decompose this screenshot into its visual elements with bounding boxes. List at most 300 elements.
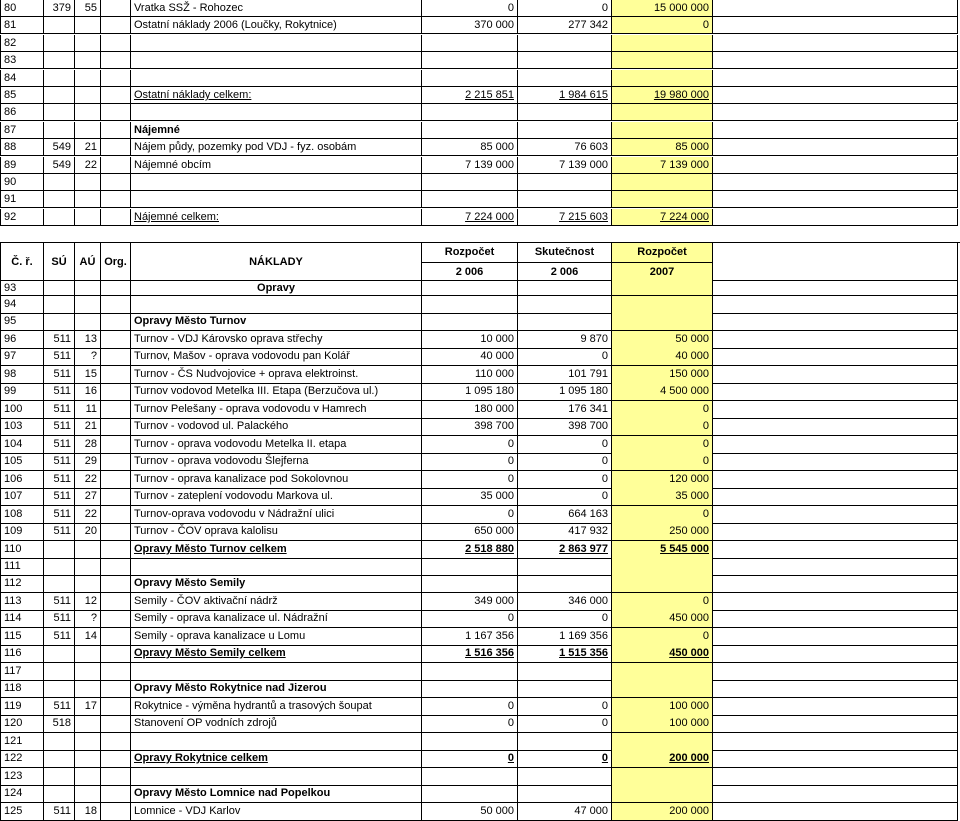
org-cell[interactable]: [101, 104, 131, 121]
au-cell[interactable]: 27: [75, 488, 101, 506]
row-number-cell[interactable]: 122: [0, 750, 44, 768]
actual-2006-cell[interactable]: [518, 575, 612, 593]
item-name-cell[interactable]: Turnov - ČOV oprava kalolisu: [131, 523, 422, 541]
org-cell[interactable]: [101, 87, 131, 104]
budget-2006-cell[interactable]: 85 000: [422, 139, 518, 156]
item-name-cell[interactable]: Turnov-oprava vodovodu v Nádražní ulici: [131, 506, 422, 524]
budget-2007-cell[interactable]: 7 139 000: [612, 157, 713, 174]
item-name-cell[interactable]: Lomnice - VDJ Karlov: [131, 803, 422, 821]
budget-2007-cell[interactable]: 100 000: [612, 698, 713, 716]
au-cell[interactable]: 15: [75, 366, 101, 384]
au-cell[interactable]: [75, 174, 101, 191]
au-cell[interactable]: 14: [75, 628, 101, 646]
actual-2006-cell[interactable]: [518, 70, 612, 87]
item-name-cell[interactable]: Stanovení OP vodních zdrojů: [131, 715, 422, 733]
empty-cell[interactable]: [713, 157, 958, 174]
empty-cell[interactable]: [713, 70, 958, 87]
org-cell[interactable]: [101, 122, 131, 139]
row-number-cell[interactable]: 104: [0, 436, 44, 454]
budget-2007-cell[interactable]: [612, 680, 713, 698]
budget-2006-cell[interactable]: 1 167 356: [422, 628, 518, 646]
item-name-cell[interactable]: Turnov, Mašov - oprava vodovodu pan Kolář: [131, 348, 422, 366]
row-number-cell[interactable]: 98: [0, 366, 44, 384]
budget-2007-cell[interactable]: 40 000: [612, 348, 713, 366]
actual-2006-cell[interactable]: [518, 733, 612, 751]
budget-2007-cell[interactable]: [612, 52, 713, 69]
au-cell[interactable]: 55: [75, 0, 101, 17]
row-number-cell[interactable]: 106: [0, 471, 44, 489]
budget-2006-cell[interactable]: 398 700: [422, 418, 518, 436]
budget-2007-cell[interactable]: 7 224 000: [612, 209, 713, 226]
budget-2006-cell[interactable]: [422, 558, 518, 576]
item-name-cell[interactable]: Semily - oprava kanalizace u Lomu: [131, 628, 422, 646]
row-number-cell[interactable]: 95: [0, 313, 44, 331]
budget-2007-cell[interactable]: 0: [612, 628, 713, 646]
budget-2007-cell[interactable]: [612, 70, 713, 87]
actual-2006-cell[interactable]: [518, 785, 612, 803]
item-name-cell[interactable]: Opravy Město Turnov celkem: [131, 541, 422, 559]
budget-2007-cell[interactable]: 0: [612, 436, 713, 454]
actual-2006-cell[interactable]: [518, 52, 612, 69]
au-cell[interactable]: 29: [75, 453, 101, 471]
empty-cell[interactable]: [713, 401, 958, 419]
item-name-cell[interactable]: [131, 191, 422, 208]
su-cell[interactable]: 511: [44, 418, 75, 436]
empty-cell[interactable]: [713, 715, 958, 733]
actual-2006-cell[interactable]: 417 932: [518, 523, 612, 541]
su-cell[interactable]: 511: [44, 471, 75, 489]
item-name-cell[interactable]: Turnov - oprava kanalizace pod Sokolovnou: [131, 471, 422, 489]
actual-2006-cell[interactable]: [518, 280, 612, 296]
item-name-cell[interactable]: Turnov - VDJ Károvsko oprava střechy: [131, 331, 422, 349]
org-cell[interactable]: [101, 280, 131, 296]
item-name-cell[interactable]: Turnov vodovod Metelka III. Etapa (Berzučova ul.): [131, 383, 422, 401]
row-number-cell[interactable]: 105: [0, 453, 44, 471]
item-name-cell[interactable]: [131, 768, 422, 786]
empty-cell[interactable]: [713, 174, 958, 191]
row-number-cell[interactable]: 115: [0, 628, 44, 646]
budget-2006-cell[interactable]: 0: [422, 698, 518, 716]
au-cell[interactable]: 12: [75, 593, 101, 611]
empty-cell[interactable]: [713, 104, 958, 121]
actual-2006-cell[interactable]: 0: [518, 0, 612, 17]
budget-2006-cell[interactable]: [422, 680, 518, 698]
su-cell[interactable]: 511: [44, 436, 75, 454]
su-cell[interactable]: 511: [44, 628, 75, 646]
actual-2006-cell[interactable]: 664 163: [518, 506, 612, 524]
item-name-cell[interactable]: Opravy Město Turnov: [131, 313, 422, 331]
org-cell[interactable]: [101, 768, 131, 786]
empty-cell[interactable]: [713, 191, 958, 208]
su-cell[interactable]: [44, 17, 75, 34]
org-cell[interactable]: [101, 191, 131, 208]
org-cell[interactable]: [101, 0, 131, 17]
actual-2006-cell[interactable]: 101 791: [518, 366, 612, 384]
budget-2006-cell[interactable]: 10 000: [422, 331, 518, 349]
row-number-cell[interactable]: 84: [0, 70, 44, 87]
au-cell[interactable]: [75, 558, 101, 576]
budget-2006-cell[interactable]: 110 000: [422, 366, 518, 384]
au-cell[interactable]: ?: [75, 610, 101, 628]
au-cell[interactable]: ?: [75, 348, 101, 366]
org-cell[interactable]: [101, 680, 131, 698]
au-cell[interactable]: [75, 541, 101, 559]
budget-2006-cell[interactable]: 7 139 000: [422, 157, 518, 174]
org-cell[interactable]: [101, 52, 131, 69]
su-cell[interactable]: [44, 733, 75, 751]
row-number-cell[interactable]: 112: [0, 575, 44, 593]
row-number-cell[interactable]: 124: [0, 785, 44, 803]
budget-2006-cell[interactable]: [422, 313, 518, 331]
su-cell[interactable]: 511: [44, 453, 75, 471]
su-cell[interactable]: [44, 70, 75, 87]
budget-2006-cell[interactable]: [422, 733, 518, 751]
budget-2007-cell[interactable]: [612, 785, 713, 803]
org-cell[interactable]: [101, 296, 131, 314]
su-cell[interactable]: [44, 122, 75, 139]
budget-2006-cell[interactable]: 7 224 000: [422, 209, 518, 226]
budget-2007-cell[interactable]: 200 000: [612, 803, 713, 821]
org-cell[interactable]: [101, 733, 131, 751]
au-cell[interactable]: [75, 70, 101, 87]
row-number-cell[interactable]: 94: [0, 296, 44, 314]
empty-cell[interactable]: [713, 17, 958, 34]
item-name-cell[interactable]: Vratka SSŽ - Rohozec: [131, 0, 422, 17]
budget-2006-cell[interactable]: [422, 296, 518, 314]
row-number-cell[interactable]: 82: [0, 35, 44, 52]
budget-2007-cell[interactable]: 50 000: [612, 331, 713, 349]
actual-2006-cell[interactable]: 7 215 603: [518, 209, 612, 226]
org-cell[interactable]: [101, 558, 131, 576]
actual-2006-cell[interactable]: 398 700: [518, 418, 612, 436]
su-cell[interactable]: [44, 52, 75, 69]
item-name-cell[interactable]: [131, 70, 422, 87]
actual-2006-cell[interactable]: 1 169 356: [518, 628, 612, 646]
au-cell[interactable]: [75, 17, 101, 34]
su-cell[interactable]: [44, 191, 75, 208]
org-cell[interactable]: [101, 628, 131, 646]
empty-cell[interactable]: [713, 280, 958, 296]
au-cell[interactable]: [75, 52, 101, 69]
org-cell[interactable]: [101, 610, 131, 628]
item-name-cell[interactable]: Opravy Rokytnice celkem: [131, 750, 422, 768]
budget-2006-cell[interactable]: [422, 174, 518, 191]
item-name-cell[interactable]: [131, 104, 422, 121]
empty-cell[interactable]: [713, 523, 958, 541]
su-cell[interactable]: [44, 541, 75, 559]
actual-2006-cell[interactable]: 2 863 977: [518, 541, 612, 559]
budget-2006-cell[interactable]: 0: [422, 750, 518, 768]
empty-cell[interactable]: [713, 733, 958, 751]
empty-cell[interactable]: [713, 610, 958, 628]
empty-cell[interactable]: [713, 383, 958, 401]
budget-2006-cell[interactable]: 0: [422, 610, 518, 628]
org-cell[interactable]: [101, 383, 131, 401]
au-cell[interactable]: [75, 715, 101, 733]
budget-2007-cell[interactable]: [612, 768, 713, 786]
empty-cell[interactable]: [713, 558, 958, 576]
budget-2007-cell[interactable]: [612, 191, 713, 208]
org-cell[interactable]: [101, 331, 131, 349]
budget-2007-cell[interactable]: [612, 104, 713, 121]
budget-2006-cell[interactable]: [422, 785, 518, 803]
budget-2006-cell[interactable]: [422, 35, 518, 52]
empty-cell[interactable]: [713, 313, 958, 331]
row-number-cell[interactable]: 109: [0, 523, 44, 541]
au-cell[interactable]: [75, 35, 101, 52]
su-cell[interactable]: [44, 785, 75, 803]
su-cell[interactable]: [44, 296, 75, 314]
empty-cell[interactable]: [713, 348, 958, 366]
row-number-cell[interactable]: 120: [0, 715, 44, 733]
su-cell[interactable]: [44, 663, 75, 681]
budget-2007-cell[interactable]: 85 000: [612, 139, 713, 156]
item-name-cell[interactable]: [131, 296, 422, 314]
budget-2006-cell[interactable]: [422, 122, 518, 139]
empty-cell[interactable]: [713, 418, 958, 436]
au-cell[interactable]: [75, 122, 101, 139]
su-cell[interactable]: [44, 280, 75, 296]
budget-2007-cell[interactable]: 0: [612, 401, 713, 419]
org-cell[interactable]: [101, 593, 131, 611]
row-number-cell[interactable]: 114: [0, 610, 44, 628]
empty-cell[interactable]: [713, 296, 958, 314]
su-cell[interactable]: 511: [44, 803, 75, 821]
row-number-cell[interactable]: 108: [0, 506, 44, 524]
row-number-cell[interactable]: 100: [0, 401, 44, 419]
su-cell[interactable]: 511: [44, 383, 75, 401]
su-cell[interactable]: [44, 104, 75, 121]
org-cell[interactable]: [101, 663, 131, 681]
row-number-cell[interactable]: 97: [0, 348, 44, 366]
budget-2007-cell[interactable]: 0: [612, 17, 713, 34]
au-cell[interactable]: 22: [75, 506, 101, 524]
au-cell[interactable]: [75, 645, 101, 663]
su-cell[interactable]: [44, 313, 75, 331]
su-cell[interactable]: 549: [44, 157, 75, 174]
row-number-cell[interactable]: 111: [0, 558, 44, 576]
empty-cell[interactable]: [713, 209, 958, 226]
actual-2006-cell[interactable]: 0: [518, 488, 612, 506]
row-number-cell[interactable]: 125: [0, 803, 44, 821]
budget-2006-cell[interactable]: 40 000: [422, 348, 518, 366]
row-number-cell[interactable]: 116: [0, 645, 44, 663]
actual-2006-cell[interactable]: 0: [518, 715, 612, 733]
au-cell[interactable]: [75, 191, 101, 208]
actual-2006-cell[interactable]: 1 984 615: [518, 87, 612, 104]
item-name-cell[interactable]: Nájem půdy, pozemky pod VDJ - fyz. osobám: [131, 139, 422, 156]
budget-2006-cell[interactable]: 1 095 180: [422, 383, 518, 401]
org-cell[interactable]: [101, 157, 131, 174]
actual-2006-cell[interactable]: 176 341: [518, 401, 612, 419]
org-cell[interactable]: [101, 471, 131, 489]
actual-2006-cell[interactable]: [518, 663, 612, 681]
org-cell[interactable]: [101, 750, 131, 768]
empty-cell[interactable]: [713, 541, 958, 559]
empty-cell[interactable]: [713, 698, 958, 716]
su-cell[interactable]: 511: [44, 488, 75, 506]
empty-cell[interactable]: [713, 488, 958, 506]
actual-2006-cell[interactable]: 0: [518, 698, 612, 716]
su-cell[interactable]: 511: [44, 348, 75, 366]
item-name-cell[interactable]: Ostatní náklady 2006 (Loučky, Rokytnice): [131, 17, 422, 34]
org-cell[interactable]: [101, 645, 131, 663]
org-cell[interactable]: [101, 70, 131, 87]
actual-2006-cell[interactable]: [518, 104, 612, 121]
su-cell[interactable]: 511: [44, 506, 75, 524]
budget-2006-cell[interactable]: [422, 104, 518, 121]
budget-2006-cell[interactable]: 1 516 356: [422, 645, 518, 663]
su-cell[interactable]: 549: [44, 139, 75, 156]
actual-2006-cell[interactable]: 76 603: [518, 139, 612, 156]
org-cell[interactable]: [101, 366, 131, 384]
item-name-cell[interactable]: [131, 174, 422, 191]
row-number-cell[interactable]: 117: [0, 663, 44, 681]
au-cell[interactable]: [75, 663, 101, 681]
empty-cell[interactable]: [713, 593, 958, 611]
empty-cell[interactable]: [713, 122, 958, 139]
su-cell[interactable]: 511: [44, 593, 75, 611]
empty-cell[interactable]: [713, 87, 958, 104]
item-name-cell[interactable]: Semily - oprava kanalizace ul. Nádražní: [131, 610, 422, 628]
row-number-cell[interactable]: 88: [0, 139, 44, 156]
actual-2006-cell[interactable]: [518, 313, 612, 331]
empty-cell[interactable]: [713, 453, 958, 471]
empty-cell[interactable]: [713, 436, 958, 454]
org-cell[interactable]: [101, 209, 131, 226]
actual-2006-cell[interactable]: 0: [518, 750, 612, 768]
au-cell[interactable]: 18: [75, 803, 101, 821]
budget-2006-cell[interactable]: 0: [422, 436, 518, 454]
item-name-cell[interactable]: Nájemné: [131, 122, 422, 139]
budget-2007-cell[interactable]: 0: [612, 506, 713, 524]
budget-2007-cell[interactable]: 4 500 000: [612, 383, 713, 401]
actual-2006-cell[interactable]: [518, 296, 612, 314]
empty-cell[interactable]: [713, 628, 958, 646]
budget-2006-cell[interactable]: [422, 52, 518, 69]
budget-2006-cell[interactable]: 0: [422, 453, 518, 471]
org-cell[interactable]: [101, 17, 131, 34]
au-cell[interactable]: 28: [75, 436, 101, 454]
actual-2006-cell[interactable]: 0: [518, 471, 612, 489]
budget-2006-cell[interactable]: 349 000: [422, 593, 518, 611]
actual-2006-cell[interactable]: [518, 191, 612, 208]
row-number-cell[interactable]: 93: [0, 280, 44, 296]
su-cell[interactable]: [44, 87, 75, 104]
au-cell[interactable]: [75, 575, 101, 593]
su-cell[interactable]: 518: [44, 715, 75, 733]
budget-2006-cell[interactable]: 0: [422, 471, 518, 489]
au-cell[interactable]: [75, 785, 101, 803]
item-name-cell[interactable]: Opravy Město Rokytnice nad Jizerou: [131, 680, 422, 698]
su-cell[interactable]: 511: [44, 366, 75, 384]
item-name-cell[interactable]: Opravy Město Semily celkem: [131, 645, 422, 663]
su-cell[interactable]: 511: [44, 523, 75, 541]
budget-2007-cell[interactable]: [612, 174, 713, 191]
su-cell[interactable]: [44, 209, 75, 226]
row-number-cell[interactable]: 123: [0, 768, 44, 786]
budget-2006-cell[interactable]: 50 000: [422, 803, 518, 821]
su-cell[interactable]: [44, 680, 75, 698]
item-name-cell[interactable]: Turnov Pelešany - oprava vodovodu v Hamrech: [131, 401, 422, 419]
actual-2006-cell[interactable]: 0: [518, 453, 612, 471]
row-number-cell[interactable]: 92: [0, 209, 44, 226]
budget-2007-cell[interactable]: [612, 575, 713, 593]
au-cell[interactable]: [75, 280, 101, 296]
budget-2006-cell[interactable]: [422, 191, 518, 208]
budget-2006-cell[interactable]: 180 000: [422, 401, 518, 419]
budget-2007-cell[interactable]: 450 000: [612, 610, 713, 628]
su-cell[interactable]: [44, 768, 75, 786]
budget-2006-cell[interactable]: 2 215 851: [422, 87, 518, 104]
item-name-cell[interactable]: Turnov - oprava vodovodu Metelka II. etapa: [131, 436, 422, 454]
actual-2006-cell[interactable]: [518, 174, 612, 191]
au-cell[interactable]: [75, 104, 101, 121]
item-name-cell[interactable]: Semily - ČOV aktivační nádrž: [131, 593, 422, 611]
empty-cell[interactable]: [713, 366, 958, 384]
empty-cell[interactable]: [713, 680, 958, 698]
empty-cell[interactable]: [713, 768, 958, 786]
org-cell[interactable]: [101, 348, 131, 366]
budget-2007-cell[interactable]: [612, 558, 713, 576]
actual-2006-cell[interactable]: [518, 680, 612, 698]
au-cell[interactable]: [75, 313, 101, 331]
item-name-cell[interactable]: Opravy Město Lomnice nad Popelkou: [131, 785, 422, 803]
au-cell[interactable]: [75, 733, 101, 751]
actual-2006-cell[interactable]: 7 139 000: [518, 157, 612, 174]
budget-2006-cell[interactable]: 0: [422, 715, 518, 733]
budget-2007-cell[interactable]: 5 545 000: [612, 541, 713, 559]
item-name-cell[interactable]: [131, 663, 422, 681]
actual-2006-cell[interactable]: [518, 35, 612, 52]
row-number-cell[interactable]: 83: [0, 52, 44, 69]
row-number-cell[interactable]: 80: [0, 0, 44, 17]
budget-2007-cell[interactable]: 19 980 000: [612, 87, 713, 104]
empty-cell[interactable]: [713, 471, 958, 489]
actual-2006-cell[interactable]: 1 515 356: [518, 645, 612, 663]
row-number-cell[interactable]: 118: [0, 680, 44, 698]
row-number-cell[interactable]: 96: [0, 331, 44, 349]
item-name-cell[interactable]: [131, 733, 422, 751]
au-cell[interactable]: 20: [75, 523, 101, 541]
empty-cell[interactable]: [713, 645, 958, 663]
item-name-cell[interactable]: Turnov - ČS Nudvojovice + oprava elektroinst.: [131, 366, 422, 384]
org-cell[interactable]: [101, 139, 131, 156]
budget-2007-cell[interactable]: 0: [612, 418, 713, 436]
row-number-cell[interactable]: 121: [0, 733, 44, 751]
su-cell[interactable]: 511: [44, 401, 75, 419]
su-cell[interactable]: [44, 575, 75, 593]
au-cell[interactable]: [75, 768, 101, 786]
budget-2007-cell[interactable]: [612, 35, 713, 52]
empty-cell[interactable]: [713, 0, 958, 17]
row-number-cell[interactable]: 90: [0, 174, 44, 191]
item-name-cell[interactable]: Ostatní náklady celkem:: [131, 87, 422, 104]
empty-cell[interactable]: [713, 331, 958, 349]
org-cell[interactable]: [101, 506, 131, 524]
row-number-cell[interactable]: 110: [0, 541, 44, 559]
row-number-cell[interactable]: 119: [0, 698, 44, 716]
org-cell[interactable]: [101, 698, 131, 716]
empty-cell[interactable]: [713, 750, 958, 768]
su-cell[interactable]: [44, 558, 75, 576]
item-name-cell[interactable]: Opravy Město Semily: [131, 575, 422, 593]
au-cell[interactable]: 21: [75, 418, 101, 436]
budget-2006-cell[interactable]: 650 000: [422, 523, 518, 541]
row-number-cell[interactable]: 107: [0, 488, 44, 506]
empty-cell[interactable]: [713, 785, 958, 803]
au-cell[interactable]: 21: [75, 139, 101, 156]
